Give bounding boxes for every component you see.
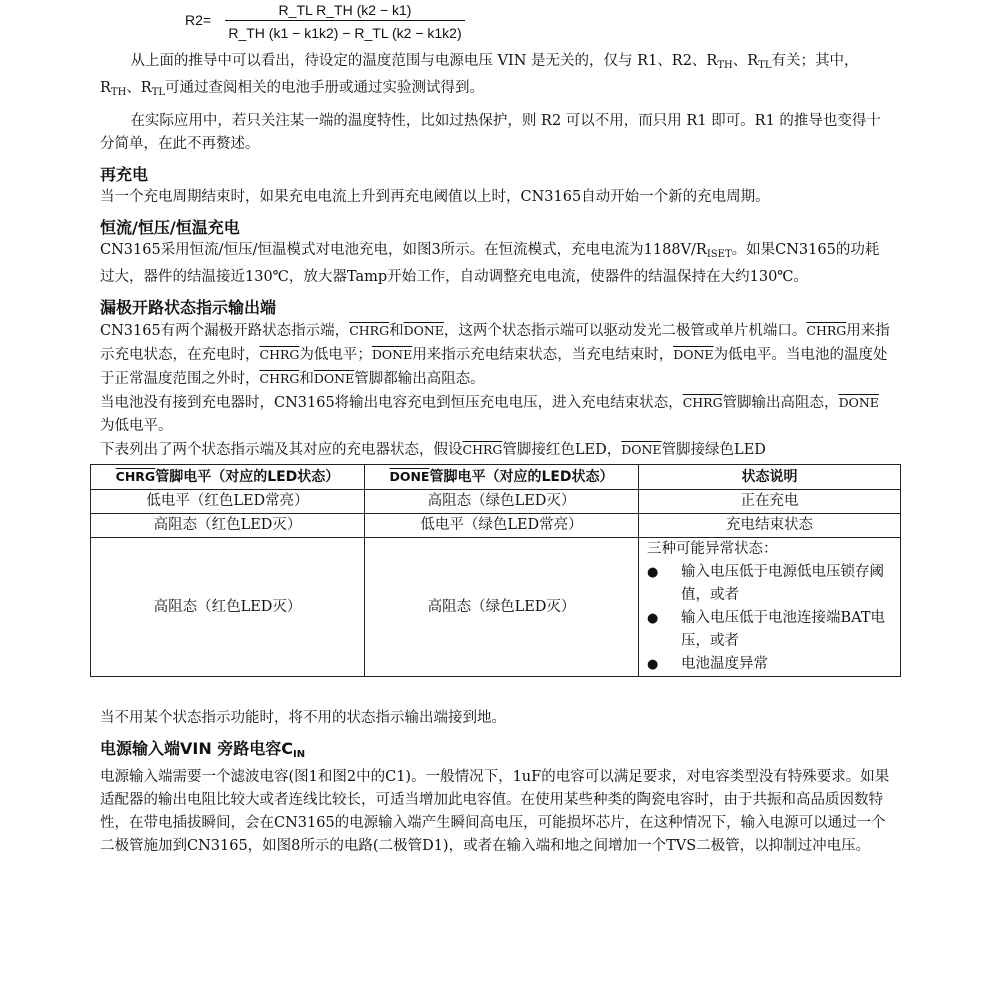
formula-numerator: R_TL R_TH (k2 − k1): [278, 2, 412, 18]
formula-denominator: R_TH (k1 − k1k2) − R_TL (k2 − k1k2): [228, 25, 462, 41]
cc-cv-heading: 恒流/恒压/恒温充电: [100, 218, 240, 237]
vin-heading: 电源输入端VIN 旁路电容$C_{IN}$: [100, 739, 306, 760]
cell-chrg: 低电平（红色LED常亮）: [91, 490, 365, 514]
intro-paragraph-1: 从上面的推导中可以看出，待设定的温度范围与电源电压 VIN 是无关的，仅与 R1、R2、$R_{TH}$、$R_{TL}$有关；其中，$R_{TH}$、$R_{TL}$可通过查阅相关的电池手册或通过实验测试得到。: [100, 53, 859, 98]
list-item: ● 输入电压低于电源低电压锁存阈值，或者: [647, 561, 896, 607]
list-item: ● 输入电压低于电池连接端BAT电压，或者: [647, 607, 896, 653]
open-drain-paragraph-1: CN3165有两个漏极开路状态指示端，CHRG和DONE，这两个状态指示端可以驱动发光二极管或单片机端口。CHRG用来指示充电状态，在充电时，CHRG为低电平；DONE用来指示充电结束状态，当充电结束时，DONE为低电平。当电池的温度处于正常温度范围之外时，CHRG和DONE管脚都输出高阻态。: [100, 323, 890, 387]
cc-cv-text: CN3165采用恒流/恒压/恒温模式对电池充电，如图3所示。在恒流模式，充电电流为$1188V/R_{ISET}$。如果CN3165的功耗过大，器件的结温接近130℃，放大器Tamp开始工作，自动调整充电电流，使器件的结温保持在大约130℃。: [100, 242, 880, 285]
table-row: [91, 514, 901, 538]
bullet-icon: ●: [647, 611, 659, 626]
chrg-pin-label: CHRG: [349, 323, 390, 338]
formula-fraction: [225, 0, 465, 43]
table-row: [91, 490, 901, 514]
cell-done: 高阻态（绿色LED灭）: [365, 490, 639, 514]
open-drain-heading: 漏极开路状态指示输出端: [100, 298, 277, 317]
r2-formula: [185, 0, 890, 50]
formula-lhs: R2=: [185, 12, 212, 28]
table-header-row: [91, 465, 901, 490]
header-done: DONE管脚电平（对应的LED状态）: [365, 465, 639, 490]
bullet-icon: ●: [647, 657, 659, 672]
cell-chrg: 高阻态（红色LED灭）: [91, 514, 365, 538]
open-drain-paragraph-3: 下表列出了两个状态指示端及其对应的充电器状态，假设CHRG管脚接红色LED，DONE管脚接绿色LED: [100, 442, 766, 458]
header-chrg: CHRG管脚电平（对应的LED状态）: [91, 465, 365, 490]
fraction-bar: [225, 20, 465, 21]
recharge-text: 当一个充电周期结束时，如果充电电流上升到再充电阈值以上时，CN3165自动开始一个新的充电周期。: [100, 189, 770, 205]
cell-done: 高阻态（绿色LED灭）: [365, 538, 639, 677]
recharge-heading: 再充电: [100, 165, 149, 184]
bullet-icon: ●: [647, 565, 659, 580]
vin-text: 电源输入端需要一个滤波电容(图1和图2中的C1)。一般情况下，1uF的电容可以满足要求，对电容类型没有特殊要求。如果适配器的输出电阻比较大或者连线比较长，可适当增加此电容值。在使用某些种类的陶瓷电容时，由于共振和高品质因数特性，在带电插拔瞬间，会在CN3165的电源输入端产生瞬间高电压，可能损坏芯片，在这种情况下，输入电源可以通过一个二极管施加到CN3165，如图8所示的电路(二极管D1)，或者在输入端和地之间增加一个TVS二极管，以抑制过冲电压。: [100, 769, 890, 854]
table-row: [91, 538, 901, 677]
document-page: [100, 0, 890, 858]
cell-desc: 三种可能异常状态： ● 输入电压低于电源低电压锁存阈值，或者 ● 输入电压低于电池连接端BAT电压，或者 ● 电池温度异常: [639, 538, 901, 677]
cell-done: 低电平（绿色LED常亮）: [365, 514, 639, 538]
header-desc: 状态说明: [639, 465, 901, 490]
cell-desc: 充电结束状态: [639, 514, 901, 538]
intro-paragraph-2: 在实际应用中，若只关注某一端的温度特性，比如过热保护，则 R2 可以不用，而只用 R1 即可。R1 的推导也变得十分简单，在此不再赘述。: [100, 113, 881, 152]
status-table: [90, 464, 901, 677]
list-item: ● 电池温度异常: [647, 653, 896, 676]
cell-desc: 正在充电: [639, 490, 901, 514]
unused-note: 当不用某个状态指示功能时，将不用的状态指示输出端接到地。: [100, 710, 506, 726]
open-drain-paragraph-2: 当电池没有接到充电器时，CN3165将输出电容充电到恒压充电电压，进入充电结束状态，CHRG管脚输出高阻态，DONE为低电平。: [100, 395, 879, 434]
cell-chrg: 高阻态（红色LED灭）: [91, 538, 365, 677]
done-pin-label: DONE: [403, 323, 444, 338]
